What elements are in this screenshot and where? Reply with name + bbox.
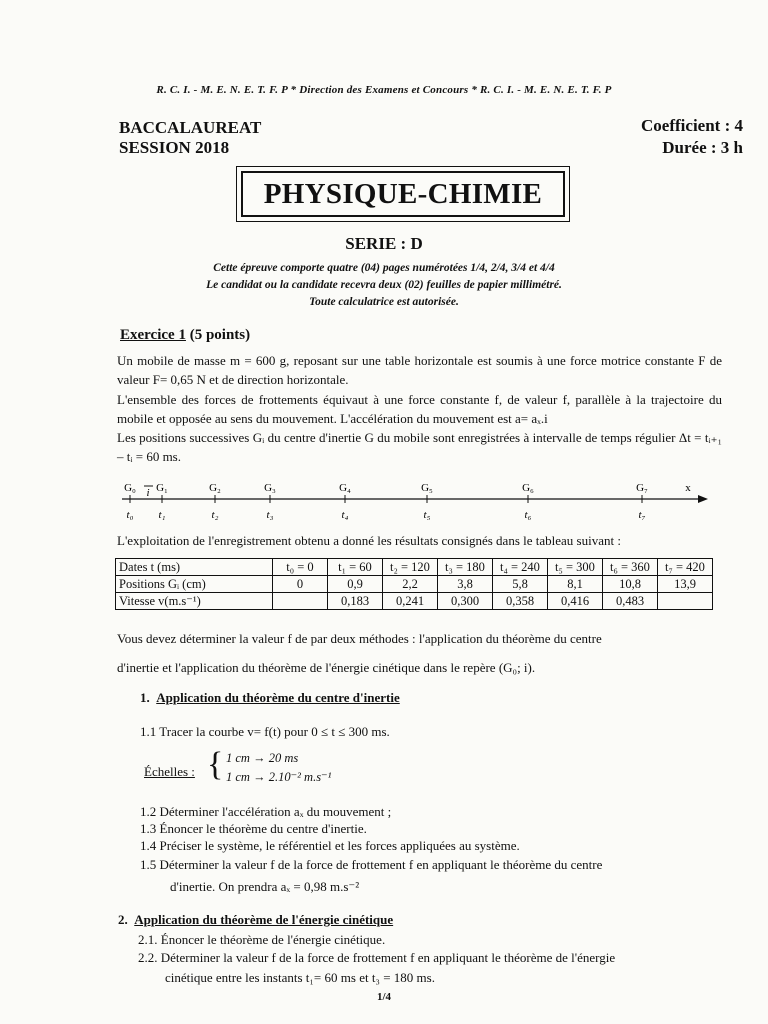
brace-icon: { [207, 746, 224, 783]
table-cell: 2,2 [383, 576, 438, 593]
ministry-header-line: R. C. I. - M. E. N. E. T. F. P * Direction des Examens et Concours * R. C. I. - M. E. N. E. T. F. P [156, 84, 612, 96]
exam-name: BACCALAUREAT [119, 118, 262, 137]
axis-label: x [685, 482, 691, 494]
table-row [116, 593, 713, 610]
duration: Durée : 3 h [662, 138, 743, 157]
table-row [116, 576, 713, 593]
table-cell: t₃ = 180 [438, 559, 493, 576]
table-cell: 10,8 [603, 576, 658, 593]
position-label: G₄ [339, 482, 351, 494]
time-label: t₇ [638, 509, 646, 521]
table-cell [658, 593, 713, 610]
method-line: Vous devez déterminer la valeur f de par deux méthodes : l'application du théorème du centre [117, 631, 602, 646]
table-cell: 8,1 [548, 576, 603, 593]
unit-vector-label: i [146, 487, 150, 499]
scale-line: 1 cm → 20 ms [226, 751, 299, 765]
table-row-header: Dates t (ms) [116, 559, 273, 576]
question-2-1: 2.1. Énoncer le théorème de l'énergie cinétique. [138, 932, 386, 947]
position-label: G₇ [636, 482, 648, 494]
table-cell: 0,241 [383, 593, 438, 610]
serie-label: SERIE : D [345, 234, 423, 253]
subject-title-box [236, 166, 570, 222]
position-label: G₃ [264, 482, 276, 494]
table-cell: t₂ = 120 [383, 559, 438, 576]
table-cell [273, 593, 328, 610]
question-1-5-cont: d'inertie. On prendra aₓ = 0,98 m.s⁻² [170, 879, 360, 894]
table-cell: 0,483 [603, 593, 658, 610]
scale-line: 1 cm → 2.10⁻² m.s⁻¹ [226, 770, 332, 784]
question-1-1: 1.1 Tracer la courbe v= f(t) pour 0 ≤ t ≤ 300 ms. [140, 724, 390, 739]
table-cell: t₆ = 360 [603, 559, 658, 576]
table-cell: t₀ = 0 [273, 559, 328, 576]
position-label: G₀ [124, 482, 136, 494]
instruction-line: Cette épreuve comporte quatre (04) pages numérotées 1/4, 2/4, 3/4 et 4/4 [213, 262, 555, 274]
exercise-number: Exercice 1 [120, 327, 186, 343]
exercise-title [120, 327, 250, 344]
table-cell: t₄ = 240 [493, 559, 548, 576]
position-label: G₂ [209, 482, 221, 494]
time-label: t₁ [158, 509, 166, 521]
section-title: Application du théorème du centre d'inertie [156, 690, 400, 705]
table-cell: 0,183 [328, 593, 383, 610]
exercise-points: (5 points) [185, 327, 251, 343]
axis-arrow-icon [698, 495, 708, 503]
scale-label: Échelles : [144, 764, 195, 779]
question-1-4: 1.4 Préciser le système, le référentiel et les forces appliquées au système. [140, 838, 520, 853]
question-2-2-cont: cinétique entre les instants t₁= 60 ms et t₃ = 180 ms. [165, 970, 435, 985]
table-cell: t₁ = 60 [328, 559, 383, 576]
page-number: 1/4 [376, 991, 392, 1003]
table-cell: 0,9 [328, 576, 383, 593]
position-label: G₁ [156, 482, 168, 494]
question-2-2: 2.2. Déterminer la valeur f de la force de frottement f en appliquant le théorème de l'énergie [138, 950, 616, 965]
section-number: 2. [118, 912, 128, 927]
trajectory-diagram [120, 478, 710, 524]
position-label: G₅ [421, 482, 433, 494]
time-label: t₆ [524, 509, 532, 521]
table-cell: 3,8 [438, 576, 493, 593]
time-label: t₀ [126, 509, 134, 521]
exam-session: SESSION 2018 [119, 138, 230, 157]
section-2-heading [118, 912, 393, 928]
question-1-5: 1.5 Déterminer la valeur f de la force de frottement f en appliquant le théorème du centre [140, 857, 603, 872]
table-cell: 0,358 [493, 593, 548, 610]
time-label: t₅ [423, 509, 431, 521]
intro-paragraph: Un mobile de masse m = 600 g, reposant sur une table horizontale est soumis à une force motrice constante F de valeur F= 0,65 N et de direction horizontale. [117, 353, 722, 387]
section-1-heading [140, 690, 400, 706]
time-label: t₄ [341, 509, 349, 521]
method-line: d'inertie et l'application du théorème de l'énergie cinétique dans le repère (G₀; i). [117, 660, 536, 675]
table-cell: 0,300 [438, 593, 493, 610]
instruction-line: Toute calculatrice est autorisée. [309, 296, 459, 308]
section-number: 1. [140, 690, 150, 705]
table-row [116, 559, 713, 576]
intro-paragraph: Les positions successives Gᵢ du centre d'inertie G du mobile sont enregistrées à intervalle de temps régulier Δt = tᵢ₊₁ – tᵢ = 60 ms. [117, 430, 722, 464]
table-cell: 0,416 [548, 593, 603, 610]
section-title: Application du théorème de l'énergie cinétique [134, 912, 394, 927]
table-cell: 5,8 [493, 576, 548, 593]
question-1-3: 1.3 Énoncer le théorème du centre d'inertie. [140, 821, 367, 836]
coefficient: Coefficient : 4 [641, 116, 743, 135]
table-cell: t₇ = 420 [658, 559, 713, 576]
table-row-header: Positions Gᵢ (cm) [116, 576, 273, 593]
position-label: G₆ [522, 482, 534, 494]
subject-title: PHYSIQUE-CHIMIE [241, 171, 565, 217]
table-intro: L'exploitation de l'enregistrement obtenu a donné les résultats consignés dans le tableau suivant : [117, 533, 621, 548]
time-label: t₂ [211, 509, 219, 521]
results-table [115, 558, 713, 610]
table-cell: 0 [273, 576, 328, 593]
question-1-2: 1.2 Déterminer l'accélération aₓ du mouvement ; [140, 804, 392, 819]
intro-paragraph: L'ensemble des forces de frottements équivaut à une force constante f, de valeur f, parallèle à la trajectoire du mobile et opposée au sens du mouvement. L'accélération du mouvement est a= aₓ.i [117, 392, 722, 426]
table-cell: t₅ = 300 [548, 559, 603, 576]
instruction-line: Le candidat ou la candidate recevra deux (02) feuilles de papier millimétré. [206, 279, 562, 291]
table-row-header: Vitesse v(m.s⁻¹) [116, 593, 273, 610]
table-cell: 13,9 [658, 576, 713, 593]
time-label: t₃ [266, 509, 274, 521]
